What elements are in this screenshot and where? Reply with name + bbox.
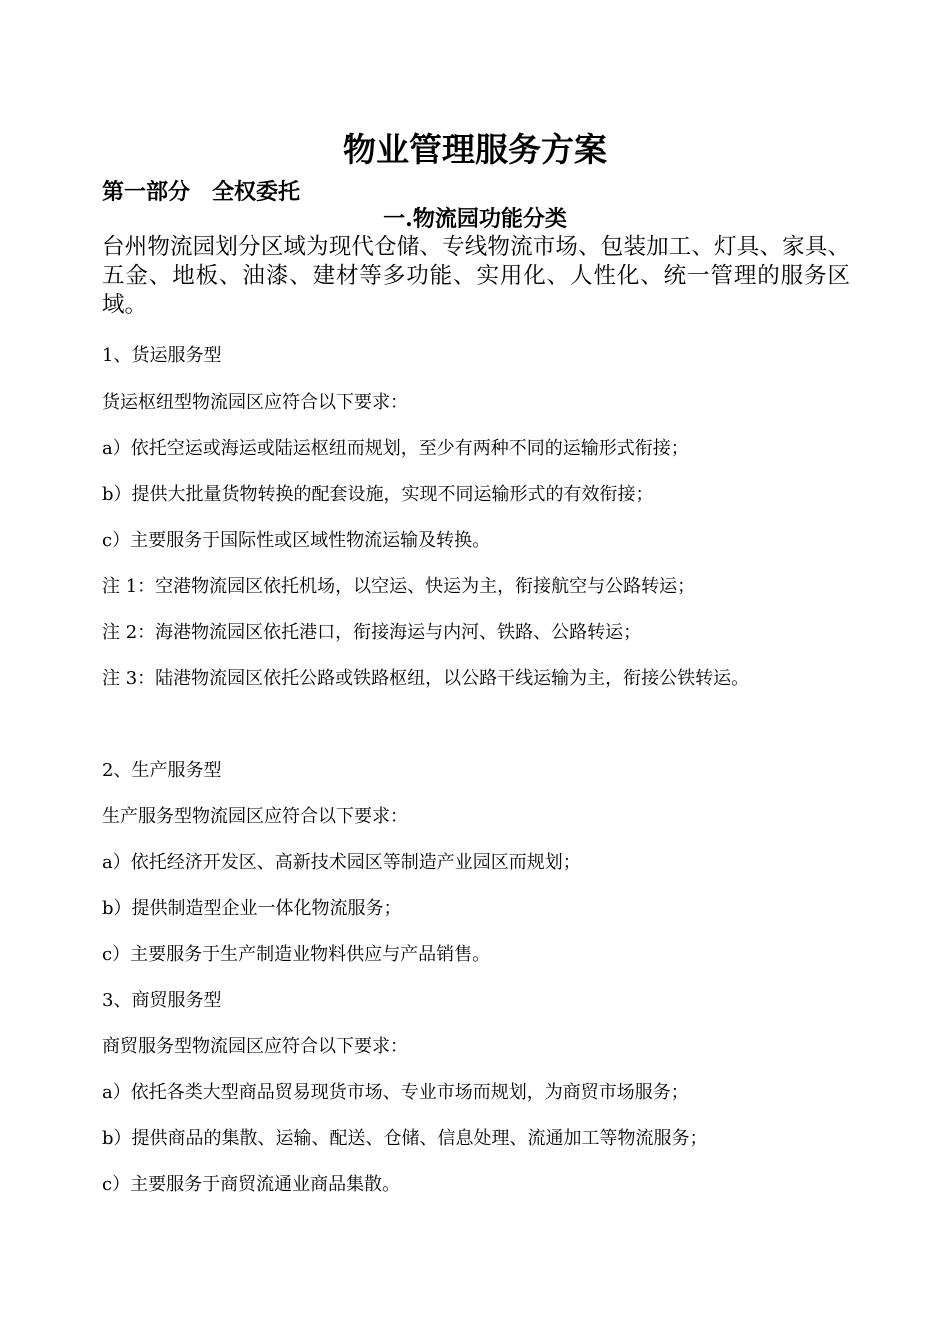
page-title: 物业管理服务方案 (343, 130, 607, 169)
paragraph: 货运枢纽型物流园区应符合以下要求： (102, 392, 408, 413)
note-item: 注 2：海港物流园区依托港口，衔接海运与内河、铁路、公路转运； (102, 622, 642, 643)
list-item: b）提供制造型企业一体化物流服务； (102, 898, 402, 919)
note-item: 注 1：空港物流园区依托机场，以空运、快运为主，衔接航空与公路转运； (102, 576, 696, 597)
note-item: 注 3：陆港物流园区依托公路或铁路枢纽，以公路干线运输为主，衔接公铁转运。 (102, 668, 750, 689)
intro-paragraph: 台州物流园划分区域为现代仓储、专线物流市场、包装加工、灯具、家具、五金、地板、油漆、建材等多功能、实用化、人性化、统一管理的服务区域。 (102, 234, 850, 318)
subheading-trade-service: 3、商贸服务型 (102, 990, 222, 1011)
list-item: c）主要服务于生产制造业物料供应与产品销售。 (102, 944, 491, 965)
list-item: a）依托经济开发区、高新技术园区等制造产业园区而规划； (102, 852, 581, 873)
part-heading: 第一部分 全权委托 (102, 179, 301, 205)
subheading-production-service: 2、生产服务型 (102, 760, 222, 781)
list-item: c）主要服务于国际性或区域性物流运输及转换。 (102, 530, 491, 551)
section-heading: 一.物流园功能分类 (383, 206, 567, 232)
list-item: c）主要服务于商贸流通业商品集散。 (102, 1174, 401, 1195)
subheading-cargo-service: 1、货运服务型 (102, 345, 222, 366)
paragraph: 商贸服务型物流园区应符合以下要求： (102, 1036, 408, 1057)
list-item: a）依托空运或海运或陆运枢纽而规划，至少有两种不同的运输形式衔接； (102, 438, 689, 459)
paragraph: 生产服务型物流园区应符合以下要求： (102, 806, 408, 827)
list-item: b）提供大批量货物转换的配套设施，实现不同运输形式的有效衔接； (102, 484, 654, 505)
list-item: b）提供商品的集散、运输、配送、仓储、信息处理、流通加工等物流服务； (102, 1128, 708, 1149)
list-item: a）依托各类大型商品贸易现货市场、专业市场而规划，为商贸市场服务； (102, 1082, 689, 1103)
